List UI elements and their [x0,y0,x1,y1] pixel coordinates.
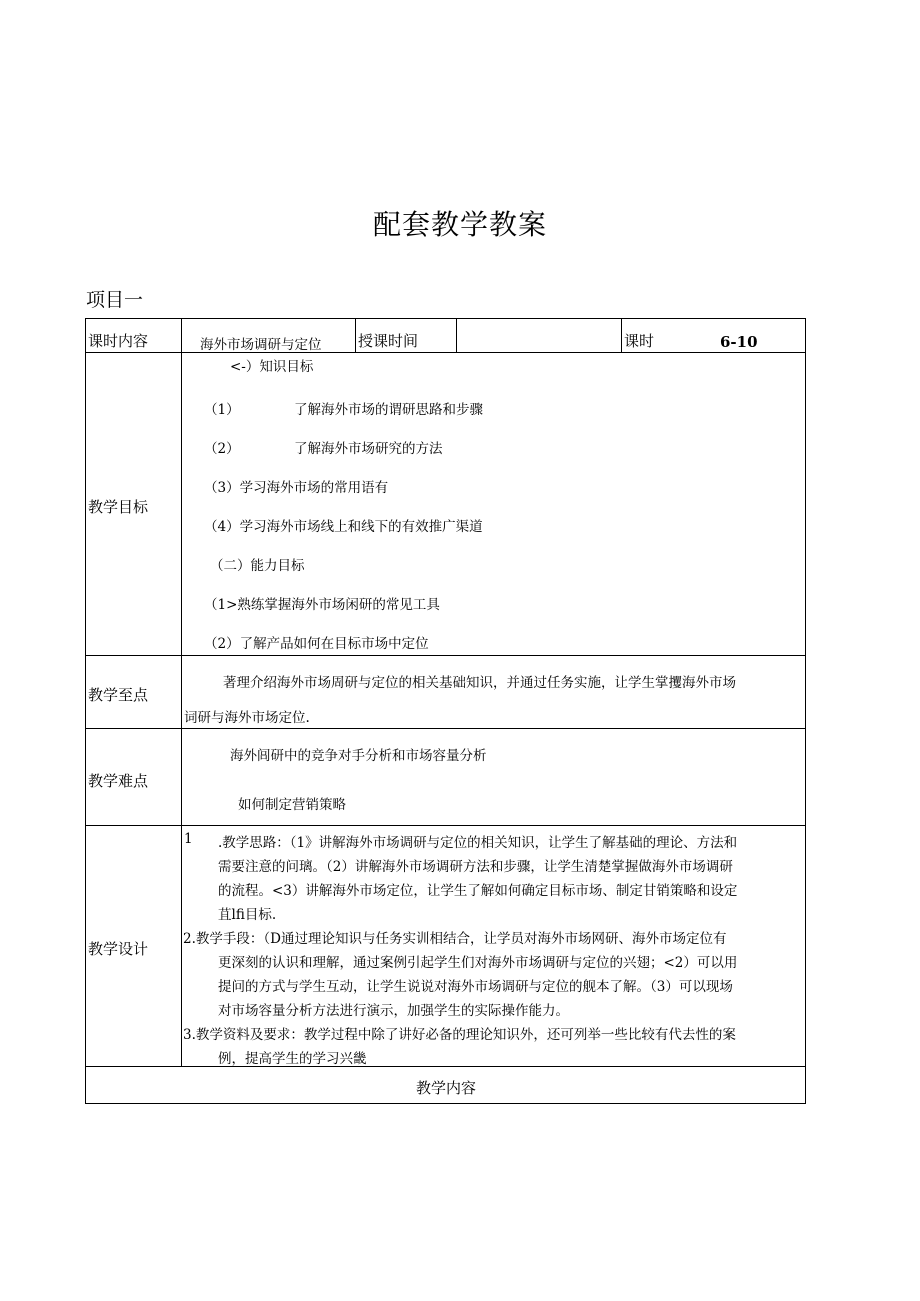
table-border [621,318,622,352]
table-border [355,318,356,352]
key-points-label: 教学至点 [88,686,149,704]
table-border [85,655,806,656]
design-item-1-line: 苴lfi目标. [218,907,277,923]
objectives-label: 教学目标 [88,498,149,516]
project-heading: 项目一 [86,289,144,311]
design-item-3-line: 例，提高学生的学习兴畿 [218,1051,367,1067]
course-label: 课时内容 [88,332,149,350]
design-item-3-line: 3.教学资料及要求：教学过程中除了讲好必备的理论知识外，还可列举一些比较有代去性的案 [183,1027,736,1043]
table-border [85,352,806,353]
design-item-1-line: 需要注意的问璃。（2）讲解海外市场调研方法和步骤，让学生清楚掌握做海外市场调研 [218,859,733,875]
knowledge-heading: <-）知识目标 [230,359,314,375]
key-points-line-1: 著理介绍海外市场周研与定位的相关基础知识，并通过任务实施，让学生掌攫海外市场 [223,675,736,691]
table-border [456,318,457,352]
design-item-2-line: 2.教学手段：（D通过理论知识与任务实训相结合，让学员对海外市场网研、海外市场定位有 [183,931,727,947]
objective-item-text: 了解海外市场研究的方法 [294,441,443,457]
design-item-1-line: 的流程。<3）讲解海外市场定位，让学生了解如何确定目标市场、制定甘销策略和设定 [218,883,738,899]
teaching-time-label: 授课时间 [358,332,419,350]
design-item-2-line: 对市场容量分析方法进行演示，加强学生的实际操作能力。 [218,1003,569,1019]
objective-item-number: （1） [204,402,240,418]
table-border [85,318,86,1104]
table-border [805,318,806,1104]
ability-item-2: （2）了解产品如何在目标市场中定位 [204,636,429,652]
design-item-1-line: .教学思路：（1》讲解海外市场调研与定位的相关知识，让学生了解基础的理论、方法和 [218,835,738,851]
difficulties-label: 教学难点 [88,772,149,790]
page-title: 配套教学教案 [372,208,547,241]
objective-item-text: 了解海外市场的谓研思路和步骤 [294,402,483,418]
table-border [85,728,806,729]
table-border [85,825,806,826]
table-border [85,1066,806,1067]
course-value: 海外市场调研与定位 [200,337,322,353]
objective-item-number: （2） [204,441,240,457]
design-item-2-line: 更深刻的认识和理解，通过案例引起学生们对海外市场调研与定位的兴翅；<2）可以用 [218,955,738,971]
table-border [85,1103,806,1104]
table-border [85,318,806,319]
objective-item-3: （3）学习海外市场的常用语有 [204,480,389,496]
ability-heading: （二）能力目标 [210,558,305,574]
hours-label: 课时 [624,332,655,350]
hours-value: 6-10 [720,333,758,351]
teaching-content-heading: 教学内容 [415,1079,476,1097]
design-item-2-line: 提问的方式与学生互动，让学生说说对海外市场调研与定位的舰本了解。（3）可以现场 [218,979,733,995]
table-border [181,318,182,1066]
design-item-1-number: 1 [184,831,193,847]
objective-item-4: （4）学习海外市场线上和线下的有效推广渠道 [204,519,483,535]
difficulties-line-2: 如何制定营销策略 [238,797,346,813]
key-points-line-2: 词研与海外市场定位. [184,710,310,726]
difficulties-line-1: 海外闾研中的竞争对手分析和市场容量分析 [230,748,487,764]
ability-item-1: （1>熟练掌握海外市场闲研的常见工具 [204,597,440,613]
design-label: 教学设计 [88,940,149,958]
